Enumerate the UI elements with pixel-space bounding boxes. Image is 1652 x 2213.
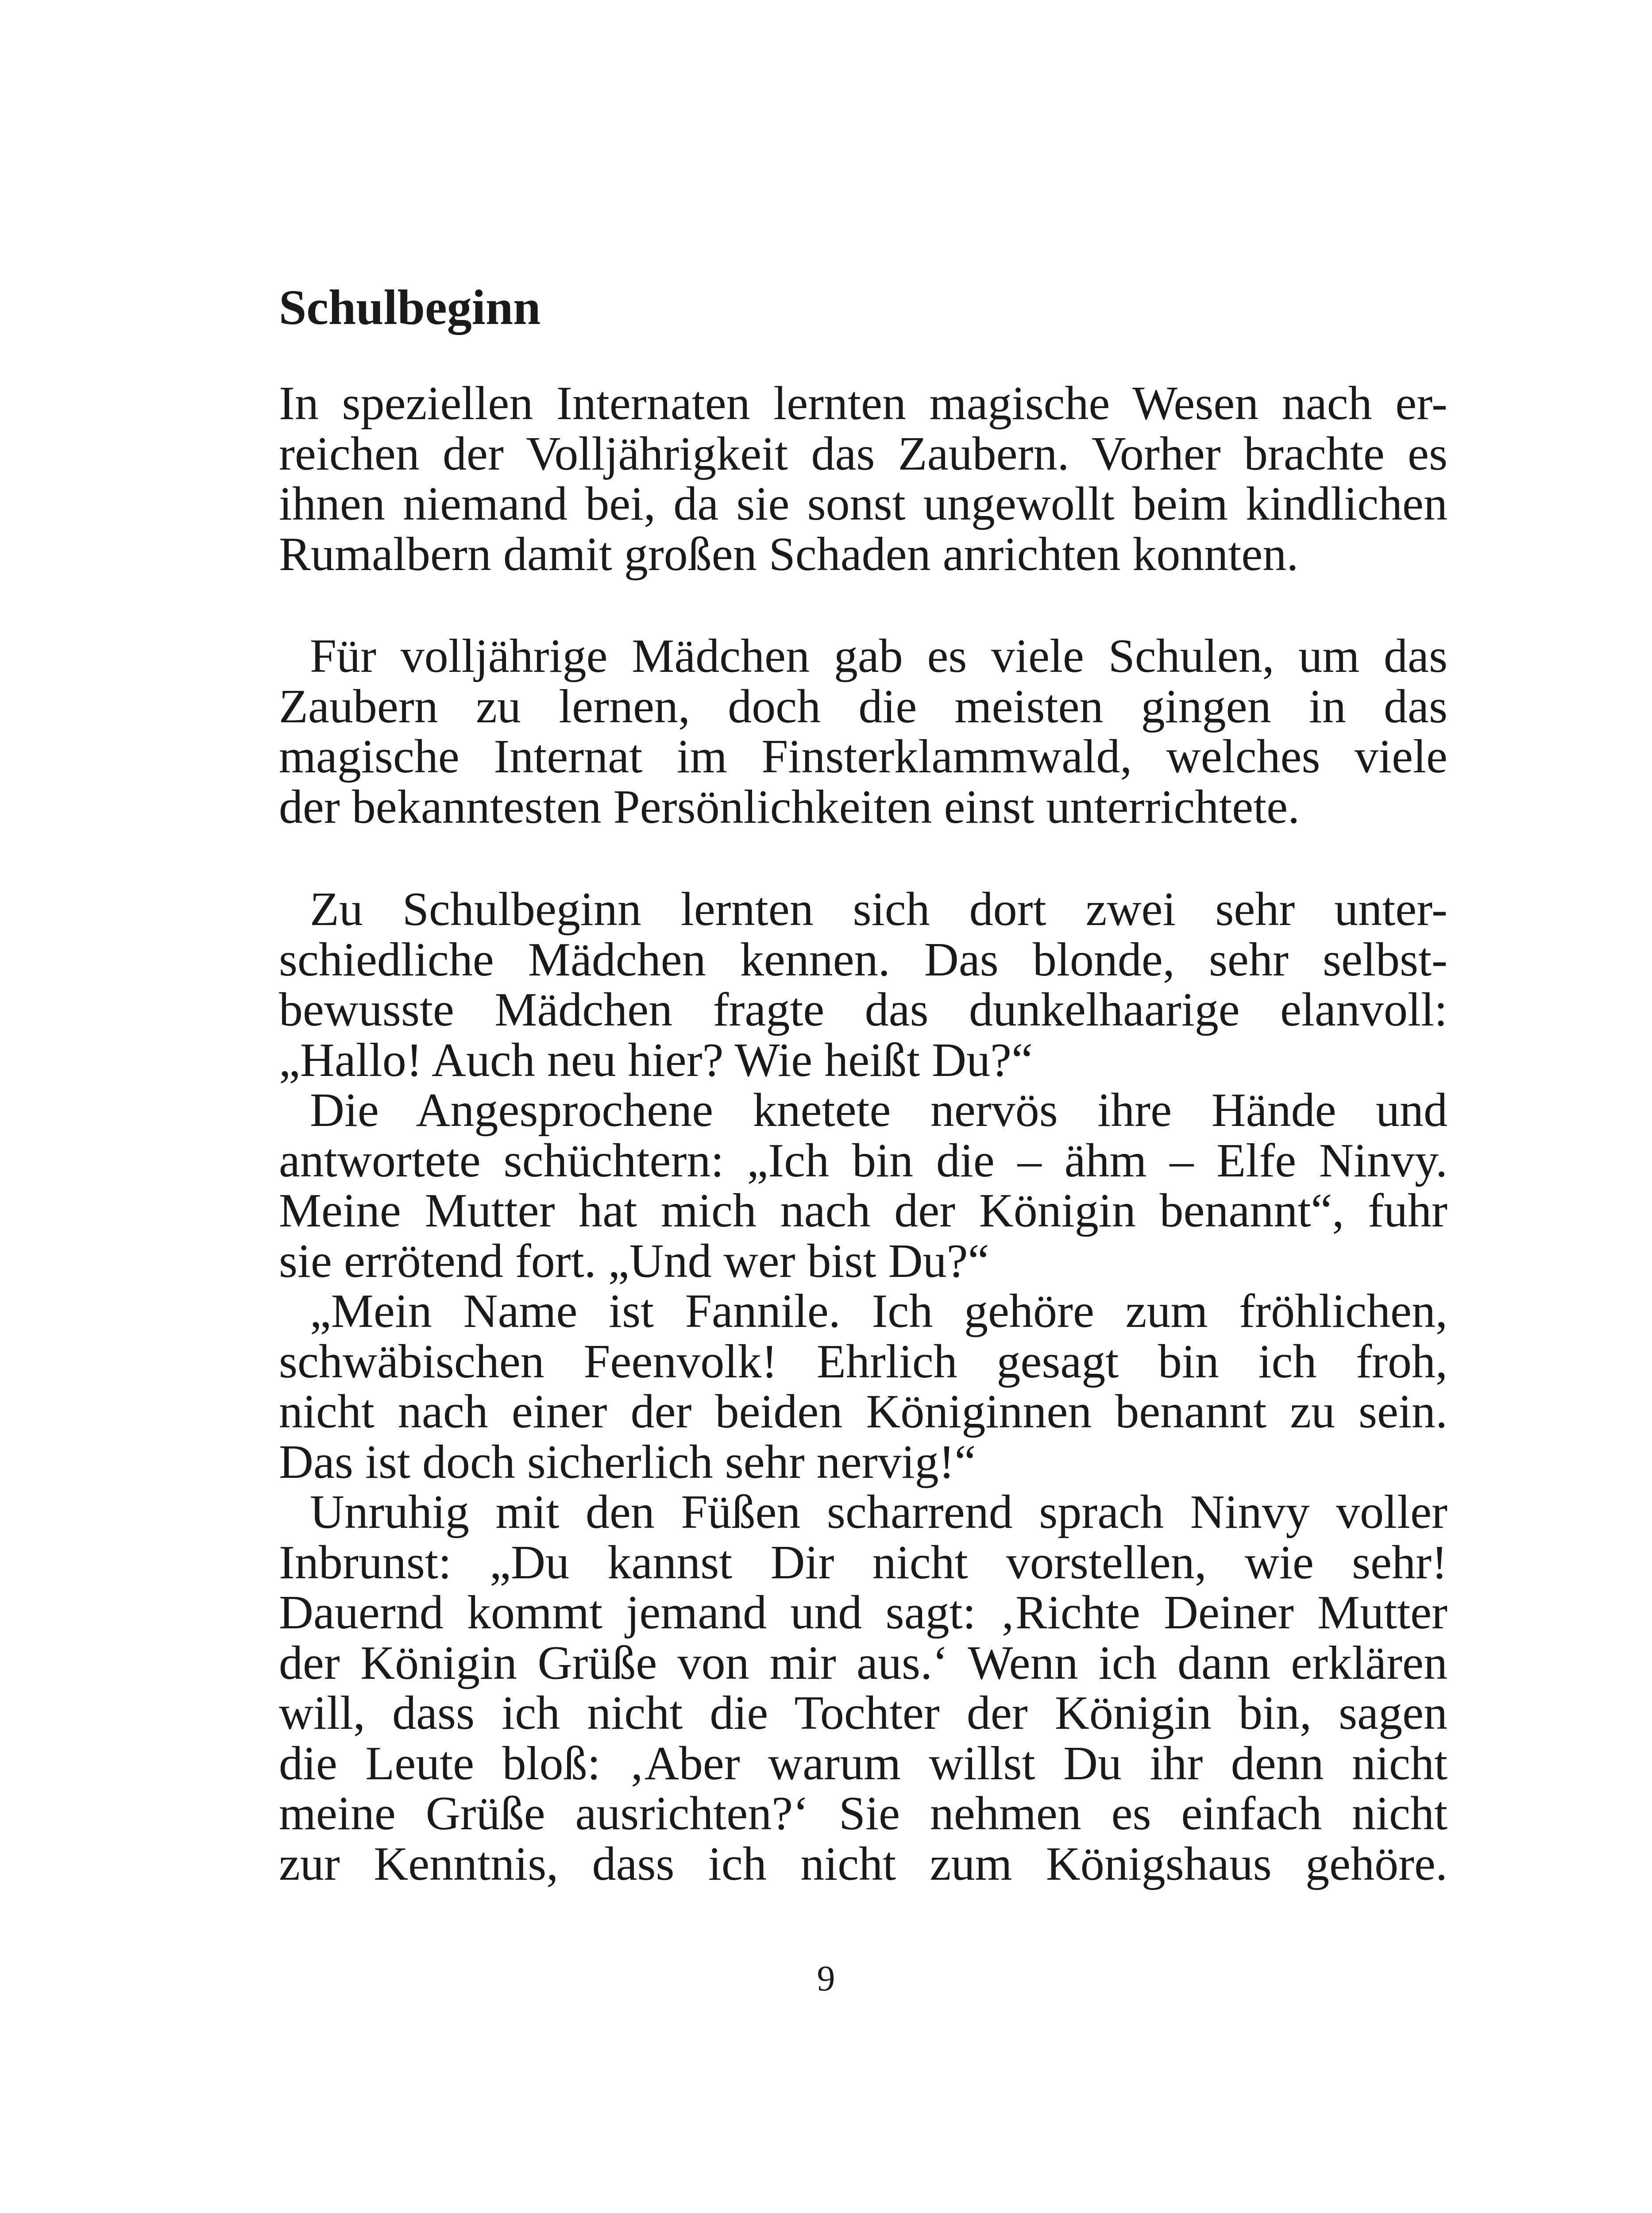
text-line: „Mein Name ist Fannile. Ich gehöre zum fröhlichen, [310, 1285, 1447, 1338]
paragraph-2 [279, 631, 1447, 832]
text-line: magische Internat im Finsterklammwald, welches viele [279, 730, 1447, 783]
text-line: Das ist doch sicherlich sehr nervig!“ [279, 1435, 976, 1488]
text-line: Rumalbern damit großen Schaden anrichten konnten. [279, 528, 1299, 581]
text-line: zur Kenntnis, dass ich nicht zum Königshaus gehöre. [279, 1837, 1447, 1890]
text-line: der Königin Grüße von mir aus.‘ Wenn ich dann erklären [279, 1636, 1447, 1689]
paragraph-4 [279, 1085, 1447, 1286]
paragraph-5 [279, 1286, 1447, 1487]
text-line: Zu Schulbeginn lernten sich dort zwei sehr unter- [310, 883, 1447, 936]
paragraph-6 [279, 1487, 1447, 1889]
text-line: Zaubern zu lernen, doch die meisten gingen in das [279, 680, 1447, 733]
text-line: Unruhig mit den Füßen scharrend sprach Ninvy voller [310, 1486, 1447, 1538]
text-line: will, dass ich nicht die Tochter der Königin bin, sagen [279, 1687, 1447, 1739]
text-line: ihnen niemand bei, da sie sonst ungewollt beim kindlichen [279, 478, 1447, 530]
text-line: Dauernd kommt jemand und sagt: ‚Richte Deiner Mutter [279, 1586, 1447, 1639]
text-line: Die Angesprochene knetete nervös ihre Hände und [310, 1084, 1447, 1137]
paragraph-1 [279, 378, 1447, 579]
text-line: nicht nach einer der beiden Königinnen benannt zu sein. [279, 1385, 1447, 1438]
text-line: die Leute bloß: ‚Aber warum willst Du ihr denn nicht [279, 1737, 1447, 1790]
text-line: In speziellen Internaten lernten magische Wesen nach er- [279, 377, 1447, 430]
page-number: 9 [817, 1958, 835, 1998]
text-line: reichen der Volljährigkeit das Zaubern. Vorher brachte es [279, 427, 1447, 480]
text-line: meine Grüße ausrichten?‘ Sie nehmen es einfach nicht [279, 1787, 1447, 1840]
text-line: Inbrunst: „Du kannst Dir nicht vorstellen, wie sehr! [279, 1536, 1447, 1589]
text-line: Meine Mutter hat mich nach der Königin benannt“, fuhr [279, 1184, 1447, 1237]
text-line: schwäbischen Feenvolk! Ehrlich gesagt bin ich froh, [279, 1335, 1447, 1388]
text-line: sie errötend fort. „Und wer bist Du?“ [279, 1234, 989, 1288]
text-line: bewusste Mädchen fragte das dunkelhaarige elanvoll: [279, 983, 1447, 1036]
text-line: schiedliche Mädchen kennen. Das blonde, sehr selbst- [279, 933, 1447, 986]
text-line: Für volljährige Mädchen gab es viele Schulen, um das [310, 630, 1447, 682]
text-line: antwortete schüchtern: „Ich bin die – ähm – Elfe Ninvy. [279, 1134, 1447, 1187]
paragraph-3 [279, 884, 1447, 1085]
text-line: „Hallo! Auch neu hier? Wie heißt Du?“ [279, 1033, 1033, 1087]
chapter-heading: Schulbeginn [279, 280, 541, 335]
text-line: der bekanntesten Persönlichkeiten einst unterrichtete. [279, 780, 1300, 833]
